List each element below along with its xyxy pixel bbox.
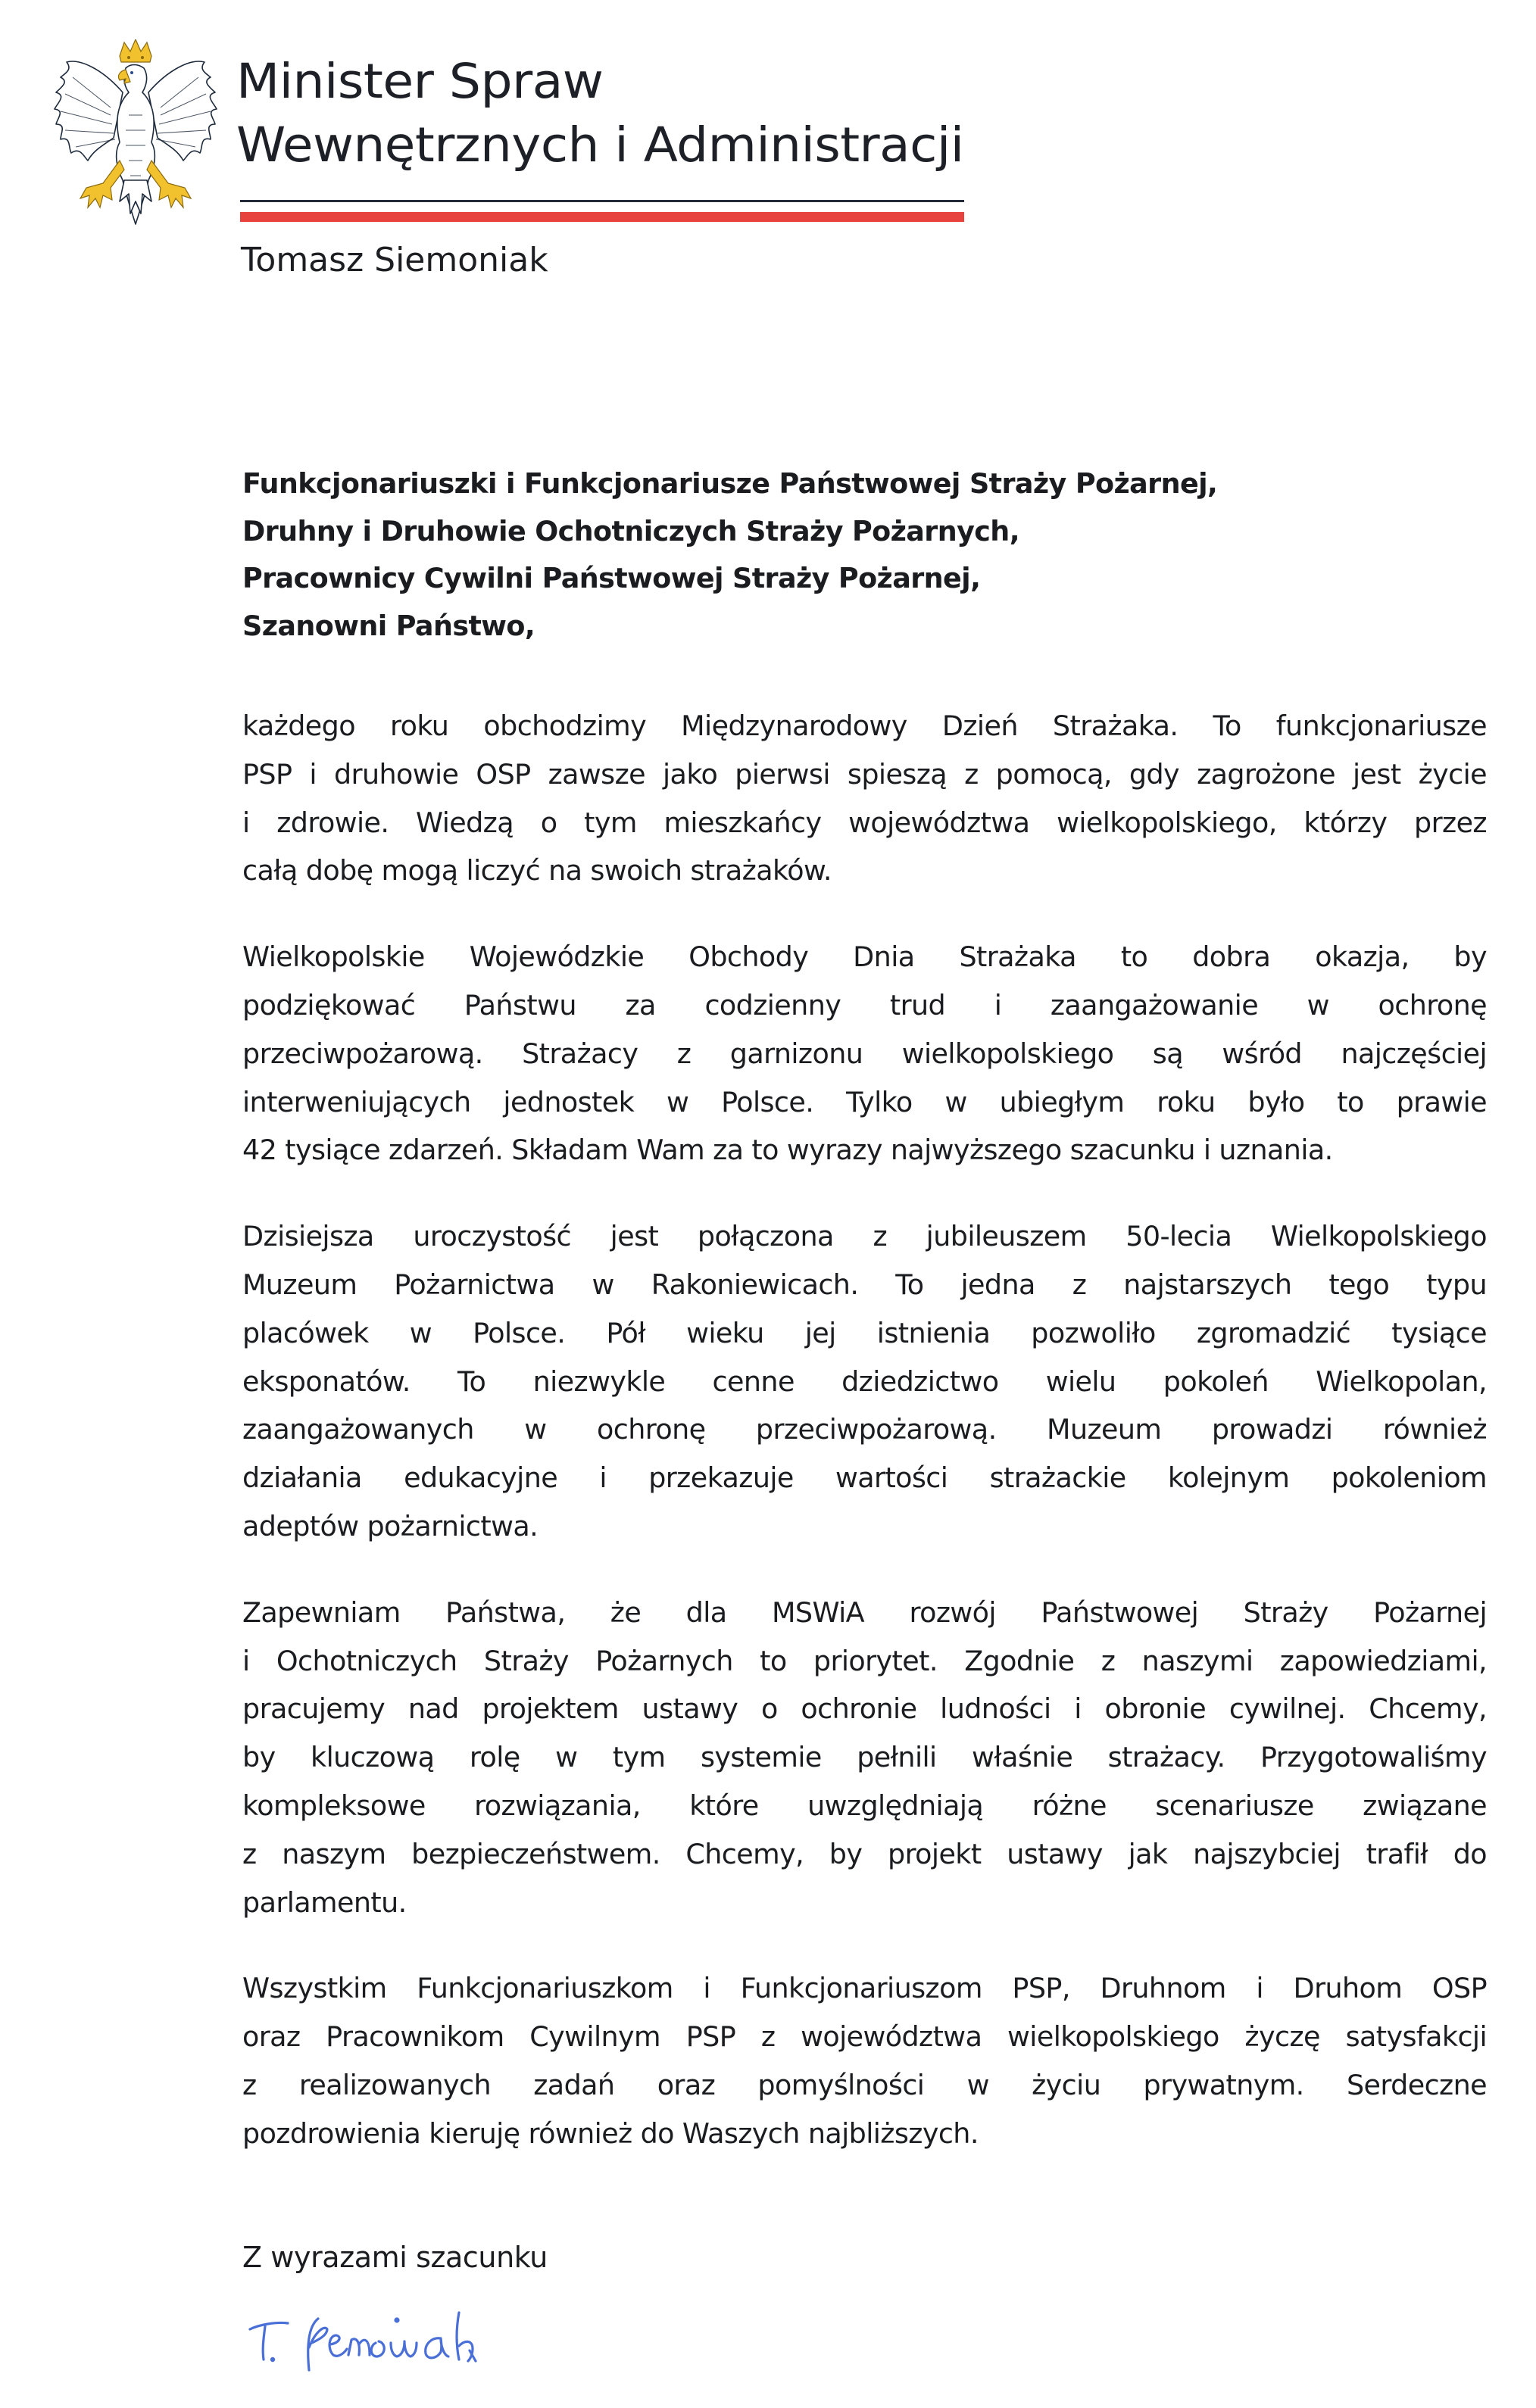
text-line: każdego roku obchodzimy Międzynarodowy Dzień Strażaka. To funkcjonariusze xyxy=(242,710,1487,742)
text-line: Wielkopolskie Wojewódzkie Obchody Dnia Strażaka to dobra okazja, by xyxy=(242,940,1487,974)
text-line: by kluczową rolę w tym systemie pełnili właśnie strażacy. Przygotowaliśmy xyxy=(242,1741,1487,1774)
text-line: pracujemy nad projektem ustawy o ochronie ludności i obronie cywilnej. Chcemy, xyxy=(242,1692,1487,1726)
text-line: Dzisiejsza uroczystość jest połączona z jubileuszem 50-lecia Wielkopolskiego xyxy=(242,1220,1487,1253)
text-line: Wszystkim Funkcjonariuszkom i Funkcjonariuszom PSP, Druhnom i Druhom OSP xyxy=(242,1972,1487,2005)
text-line: eksponatów. To niezwykle cenne dziedzictwo wielu pokoleń Wielkopolan, xyxy=(242,1365,1487,1398)
letterhead-red-rule xyxy=(240,212,964,222)
text-line: zaangażowanych w ochronę przeciwpożarową. Muzeum prowadzi również xyxy=(242,1413,1487,1446)
crown-icon xyxy=(120,39,151,62)
text-line: placówek w Polsce. Pół wieku jej istnienia pozwoliło zgromadzić tysiące xyxy=(242,1316,1487,1349)
text-line: parlamentu. xyxy=(242,1886,407,1919)
polish-eagle-emblem-icon xyxy=(50,39,221,226)
paragraph-2 xyxy=(242,933,1487,1174)
text-line: i zdrowie. Wiedzą o tym mieszkańcy województwa wielkopolskiego, którzy przez xyxy=(242,806,1487,839)
letter-body xyxy=(242,702,1487,2196)
letterhead-title-line1: Minister Spraw xyxy=(236,54,604,109)
text-line: Muzeum Pożarnictwa w Rakoniewicach. To jedna z najstarszych tego typu xyxy=(242,1268,1487,1301)
text-line: interweniujących jednostek w Polsce. Tylko w ubiegłym roku było to prawie xyxy=(242,1085,1487,1118)
salutation-line: Szanowni Państwo, xyxy=(242,610,535,642)
text-line: kompleksowe rozwiązania, które uwzględniają różne scenariusze związane xyxy=(242,1789,1487,1822)
text-line: oraz Pracownikom Cywilnym PSP z województwa wielkopolskiego życzę satysfakcji xyxy=(242,2020,1487,2054)
salutation-line: Funkcjonariuszki i Funkcjonariusze Państwowej Straży Pożarnej, xyxy=(242,467,1218,500)
text-line: całą dobę mogą liczyć na swoich strażaków. xyxy=(242,854,832,887)
paragraph-5 xyxy=(242,1964,1487,2157)
handwritten-signature xyxy=(242,2302,591,2378)
minister-name: Tomasz Siemoniak xyxy=(241,241,548,279)
text-line: 42 tysiące zdarzeń. Składam Wam za to wyrazy najwyższego szacunku i uznania. xyxy=(242,1134,1333,1167)
text-line: podziękować Państwu za codzienny trud i zaangażowanie w ochronę xyxy=(242,988,1487,1022)
text-line: działania edukacyjne i przekazuje wartości strażackie kolejnym pokoleniom xyxy=(242,1461,1487,1495)
closing-phrase: Z wyrazami szacunku xyxy=(242,2241,548,2274)
salutation-line: Druhny i Druhowie Ochotniczych Straży Pożarnych, xyxy=(242,515,1019,547)
text-line: Zapewniam Państwa, że dla MSWiA rozwój Państwowej Straży Pożarnej xyxy=(242,1595,1487,1629)
paragraph-3 xyxy=(242,1212,1487,1551)
salutation-line: Pracownicy Cywilni Państwowej Straży Pożarnej, xyxy=(242,562,981,594)
text-line: z naszym bezpieczeństwem. Chcemy, by projekt ustawy jak najszybciej trafił do xyxy=(242,1837,1487,1870)
paragraph-4 xyxy=(242,1589,1487,1927)
text-line: przeciwpożarową. Strażacy z garnizonu wielkopolskiego są wśród najczęściej xyxy=(242,1037,1487,1070)
text-line: pozdrowienia kieruję również do Waszych najbliższych. xyxy=(242,2116,979,2150)
paragraph-1 xyxy=(242,702,1487,895)
text-line: adeptów pożarnictwa. xyxy=(242,1509,539,1542)
text-line: z realizowanych zadań oraz pomyślności w życiu prywatnym. Serdeczne xyxy=(242,2068,1487,2101)
text-line: PSP i druhowie OSP zawsze jako pierwsi spieszą z pomocą, gdy zagrożone jest życie xyxy=(242,757,1487,791)
letterhead-dark-rule xyxy=(240,200,964,202)
text-line: i Ochotniczych Straży Pożarnych to priorytet. Zgodnie z naszymi zapowiedziami, xyxy=(242,1644,1487,1677)
letterhead-title-line2: Wewnętrznych i Administracji xyxy=(236,117,964,173)
